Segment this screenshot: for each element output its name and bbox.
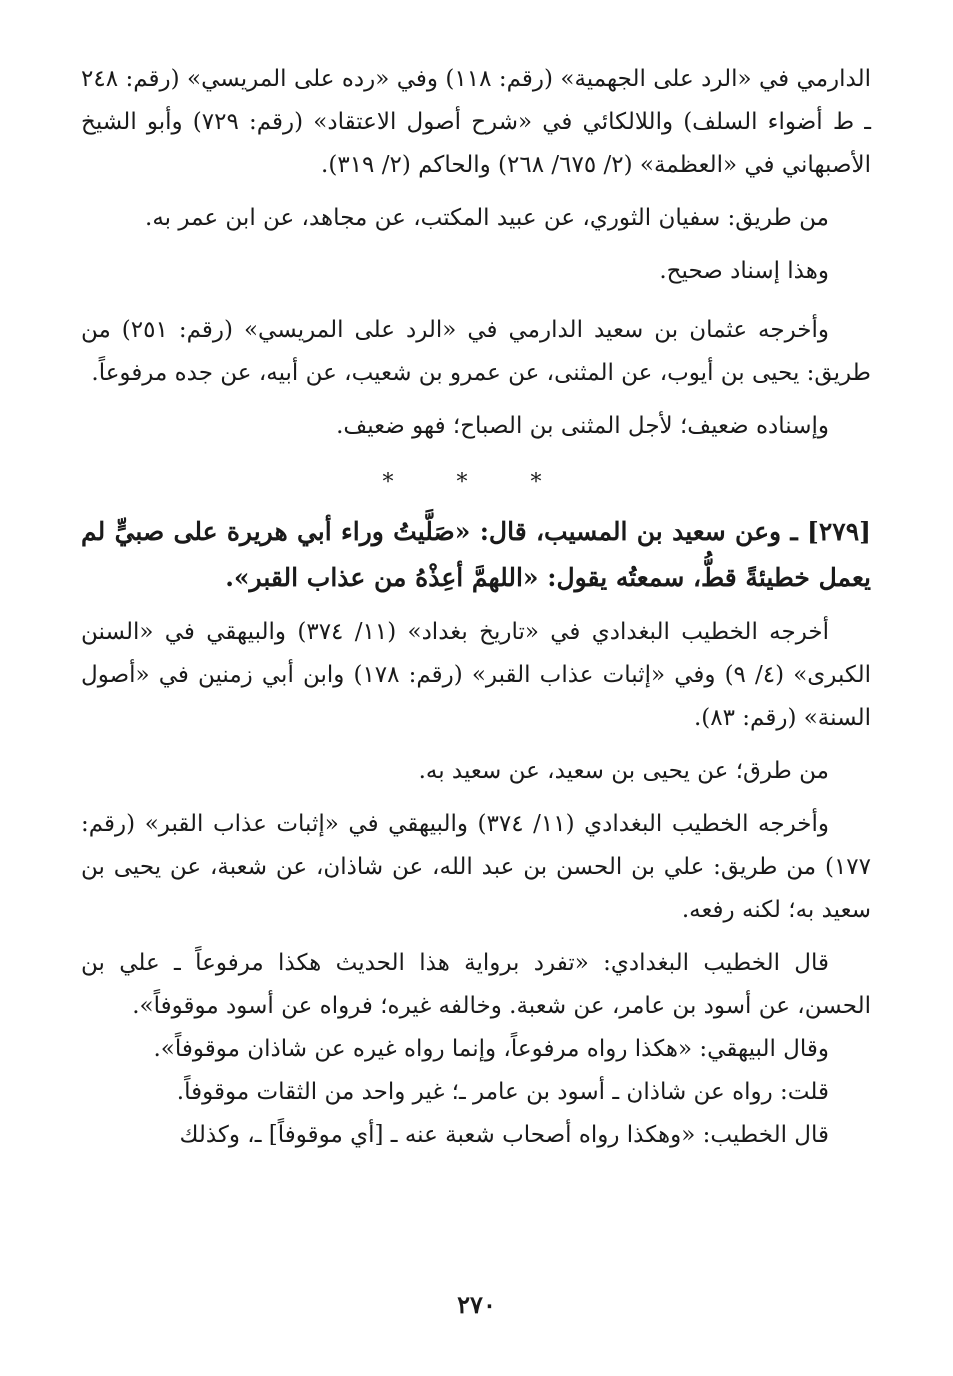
- hadith-text: [٢٧٩] ـ وعن سعيد بن المسيب، قال: «صَلَّيتُ وراء أبي هريرة على صبيٍّ لم يعمل خطيئةً قطُّ، سمعتُه يقول: «اللهمَّ أعِذْهُ من عذاب القبر».: [81, 517, 871, 592]
- page-number: ٢٧٠: [457, 1290, 496, 1319]
- section-separator: * * *: [382, 470, 570, 495]
- page-body: [81, 58, 871, 1157]
- paragraph-weakness-note: وإسناده ضعيف؛ لأجل المثنى بن الصباح؛ فهو ضعيف.: [336, 413, 829, 439]
- paragraph-khatib-continuation: قال الخطيب: «وهكذا رواه أصحاب شعبة عنه ـ [أي موقوفاً] ـ، وكذلك: [179, 1122, 829, 1148]
- paragraph-chain-of-narration: من طريق: سفيان الثوري، عن عبيد المكتب، عن مجاهد، عن ابن عمر به.: [145, 205, 829, 231]
- paragraph-author-note: قلت: رواه عن شاذان ـ أسود بن عامر ـ؛ غير واحد من الثقات موقوفاً.: [176, 1079, 829, 1105]
- paragraph-routes: من طرق؛ عن يحيى بن سعيد، عن سعيد به.: [418, 758, 829, 784]
- paragraph-citations: الدارمي في «الرد على الجهمية» (رقم: ١١٨) وفي «رده على المريسي» (رقم: ٢٤٨ ـ ط أضواء السلف) واللالكائي في «شرح أصول الاعتقاد» (رقم: ٧٢٩) وأبو الشيخ الأصبهاني في «العظمة» (٢/ ٦٧٥/ ٢٦٨) والحاكم (٢/ ٣١٩).: [81, 66, 871, 178]
- paragraph-darimi-citation: وأخرجه عثمان بن سعيد الدارمي في «الرد على المريسي» (رقم: ٢٥١) من طريق: يحيى بن أيوب، عن المثنى، عن عمرو بن شعيب، عن أبيه، عن جده مرفوعاً.: [81, 317, 871, 386]
- paragraph-khatib-bayhaqi: وأخرجه الخطيب البغدادي (١١/ ٣٧٤) والبيهقي في «إثبات عذاب القبر» (رقم: ١٧٧) من طريق: علي بن الحسن بن عبد الله، عن شاذان، عن شعبة، عن يحيى بن سعيد به؛ لكنه رفعه.: [81, 811, 871, 923]
- paragraph-khatib-quote: قال الخطيب البغدادي: «تفرد برواية هذا الحديث هكذا مرفوعاً ـ علي بن الحسن، عن أسود بن عامر، عن شعبة. وخالفه غيره؛ فرواه عن أسود موقوفاً».: [81, 950, 871, 1019]
- paragraph-takhrij: أخرجه الخطيب البغدادي في «تاريخ بغداد» (١١/ ٣٧٤) والبيهقي في «السنن الكبرى» (٤/ ٩) وفي «إثبات عذاب القبر» (رقم: ١٧٨) وابن أبي زمنين في «أصول السنة» (رقم: ٨٣).: [81, 619, 872, 731]
- paragraph-bayhaqi-quote: وقال البيهقي: «هكذا رواه مرفوعاً، وإنما رواه غيره عن شاذان موقوفاً».: [153, 1036, 829, 1062]
- paragraph-grading: وهذا إسناد صحيح.: [659, 258, 829, 284]
